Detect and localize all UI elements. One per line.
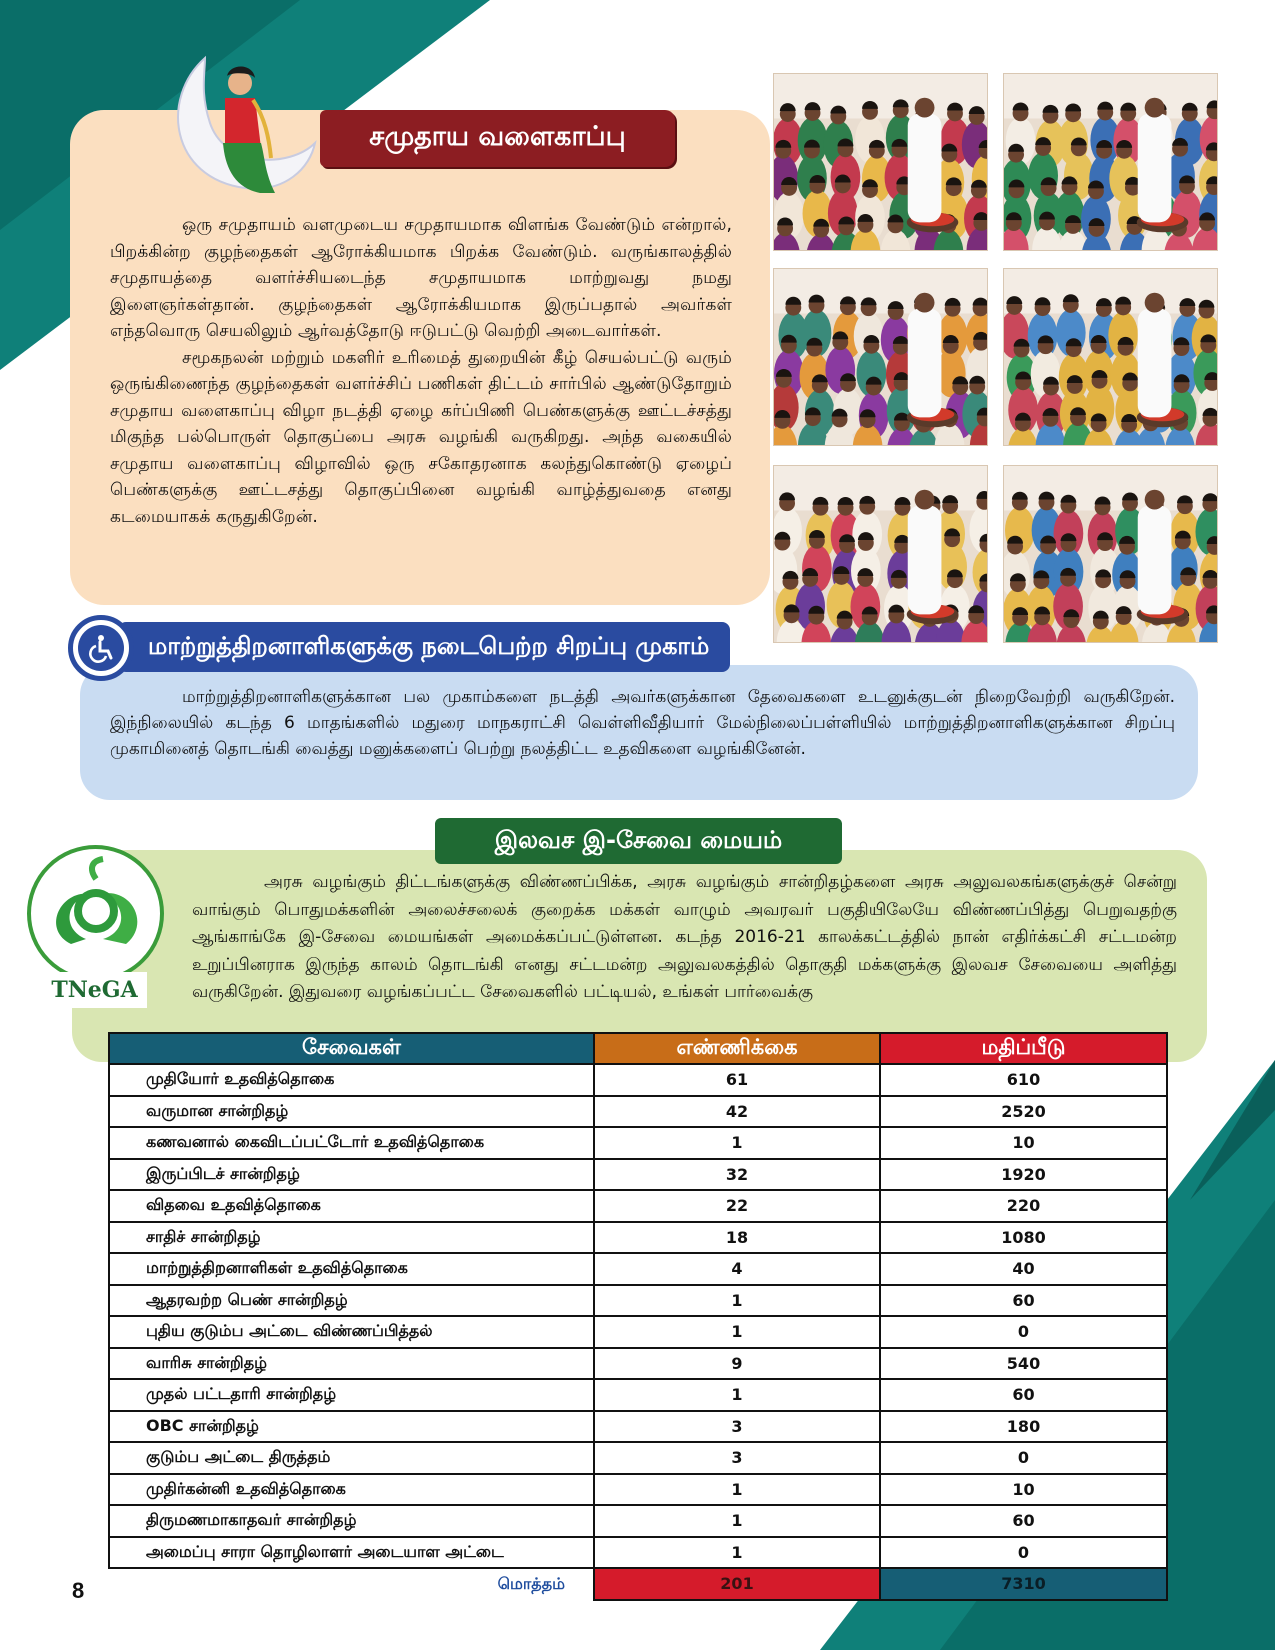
section2-paragraph: மாற்றுத்திறனாளிகளுக்கான பல முகாம்களை நடத்தி அவர்களுக்கான தேவைகளை உடனுக்குடன் நிறைவேற்றி வருகிறேன். இந்நிலையில் கடந்த 6 மாதங்களில் மதுரை மாநகராட்சி வெள்ளிவீதியார் மேல்நிலைப்பள்ளியில் மாற்றுத்திறனாளிகளுக்கான சிறப்பு முகாமினைத் தொடங்கி வைத்து மனுக்களைப் பெற்று நலத்திட்ட உதவிகளை வழங்கினேன். [110, 687, 1175, 759]
count-cell: 4 [594, 1253, 880, 1285]
table-row [109, 1190, 1167, 1222]
table-row [109, 1505, 1167, 1537]
wheelchair-icon [85, 632, 117, 664]
count-cell: 22 [594, 1190, 880, 1222]
header-services: சேவைகள் [109, 1033, 594, 1064]
total-value: 7310 [880, 1568, 1167, 1600]
value-cell: 220 [880, 1190, 1167, 1222]
table-header-row [109, 1033, 1167, 1064]
table-row [109, 1159, 1167, 1191]
section1-body [110, 212, 732, 530]
page-number: 8 [72, 1578, 85, 1603]
section3-body [192, 869, 1177, 1007]
count-cell: 3 [594, 1411, 880, 1443]
section3-paragraph: அரசு வழங்கும் திட்டங்களுக்கு விண்ணப்பிக்க, அரசு வழங்கும் சான்றிதழ்களை அரசு அலுவலகங்களுக்குச் சென்று வாங்கும் பொதுமக்களின் அலைச்சலைக் குறைக்க மக்கள் வாழும் அவரவர் பகுதியிலேயே விண்ணப்பித்து பெறுவதற்கு ஆங்காங்கே இ-சேவை மையங்கள் அமைக்கப்பட்டுள்ளன. கடந்த 2016-21 காலக்கட்டத்தில் நான் எதிர்க்கட்சி சட்டமன்ற உறுப்பினராக இருந்த காலம் தொடங்கி எனது சட்டமன்ற அலுவலகத்தில் தொகுதி மக்களுக்கு இலவச சேவையை அளித்து வருகிறேன். இதுவரை வழங்கப்பட்ட சேவைகளில் பட்டியல், உங்கள் பார்வைக்கு [192, 872, 1177, 1002]
table-row [109, 1064, 1167, 1096]
table-row [109, 1316, 1167, 1348]
count-cell: 42 [594, 1096, 880, 1128]
table-body [109, 1064, 1167, 1568]
table-row [109, 1379, 1167, 1411]
service-cell: இருப்பிடச் சான்றிதழ் [109, 1159, 594, 1191]
table-row [109, 1253, 1167, 1285]
table-row [109, 1348, 1167, 1380]
section3-heading: இலவச இ-சேவை மையம் [435, 818, 842, 864]
tnega-logo-text: TNeGA [42, 972, 147, 1008]
table-total-row [109, 1568, 1167, 1600]
services-table [108, 1032, 1168, 1601]
service-cell: சாதிச் சான்றிதழ் [109, 1222, 594, 1254]
service-cell: OBC சான்றிதழ் [109, 1411, 594, 1443]
value-cell: 60 [880, 1285, 1167, 1317]
crescent-moon-illustration [165, 48, 325, 198]
section2-heading: மாற்றுத்திறனாளிகளுக்கு நடைபெற்ற சிறப்பு முகாம் [118, 622, 730, 672]
table-row [109, 1474, 1167, 1506]
tnega-logo-icon [31, 849, 160, 978]
service-cell: முதியோர் உதவித்தொகை [109, 1064, 594, 1096]
service-cell: வருமான சான்றிதழ் [109, 1096, 594, 1128]
service-cell: விதவை உதவித்தொகை [109, 1190, 594, 1222]
value-cell: 40 [880, 1253, 1167, 1285]
value-cell: 180 [880, 1411, 1167, 1443]
table-row [109, 1442, 1167, 1474]
count-cell: 1 [594, 1316, 880, 1348]
value-cell: 540 [880, 1348, 1167, 1380]
count-cell: 32 [594, 1159, 880, 1191]
section2-body [110, 684, 1175, 762]
event-photo [1003, 73, 1218, 251]
count-cell: 1 [594, 1379, 880, 1411]
count-cell: 3 [594, 1442, 880, 1474]
count-cell: 1 [594, 1474, 880, 1506]
service-cell: குடும்ப அட்டை திருத்தம் [109, 1442, 594, 1474]
event-photo [773, 73, 988, 251]
value-cell: 2520 [880, 1096, 1167, 1128]
table-row [109, 1096, 1167, 1128]
value-cell: 1920 [880, 1159, 1167, 1191]
value-cell: 10 [880, 1474, 1167, 1506]
table-row [109, 1127, 1167, 1159]
table-row [109, 1411, 1167, 1443]
count-cell: 9 [594, 1348, 880, 1380]
total-label: மொத்தம் [497, 1573, 565, 1593]
value-cell: 60 [880, 1505, 1167, 1537]
service-cell: திருமணமாகாதவர் சான்றிதழ் [109, 1505, 594, 1537]
total-count: 201 [594, 1568, 880, 1600]
table-row [109, 1285, 1167, 1317]
section1-heading: சமுதாய வளைகாப்பு [320, 110, 675, 167]
value-cell: 0 [880, 1537, 1167, 1569]
value-cell: 60 [880, 1379, 1167, 1411]
header-value: மதிப்பீடு [880, 1033, 1167, 1064]
count-cell: 1 [594, 1285, 880, 1317]
event-photo [773, 465, 988, 643]
service-cell: கணவனால் கைவிடப்பட்டோர் உதவித்தொகை [109, 1127, 594, 1159]
table-row [109, 1537, 1167, 1569]
service-cell: வாரிசு சான்றிதழ் [109, 1348, 594, 1380]
value-cell: 0 [880, 1316, 1167, 1348]
event-photo [1003, 465, 1218, 643]
count-cell: 1 [594, 1505, 880, 1537]
count-cell: 1 [594, 1127, 880, 1159]
count-cell: 18 [594, 1222, 880, 1254]
table-row [109, 1222, 1167, 1254]
event-photo [1003, 268, 1218, 446]
section1-paragraph-1: ஒரு சமுதாயம் வளமுடைய சமுதாயமாக விளங்க வேண்டும் என்றால், பிறக்கின்ற குழந்தைகள் ஆரோக்கியமாக பிறக்க வேண்டும். வருங்காலத்தில் சமுதாயத்தை வளர்ச்சியடைந்த சமுதாயமாக மாற்றுவது நமது இளைஞர்கள்தான். குழந்தைகள் ஆரோக்கியமாக இருப்பதால் அவர்கள் எந்தவொரு செயலிலும் ஆர்வத்தோடு ஈடுபட்டு வெற்றி அடைவார்கள். [110, 215, 732, 341]
event-photo [773, 268, 988, 446]
count-cell: 61 [594, 1064, 880, 1096]
value-cell: 10 [880, 1127, 1167, 1159]
accessibility-badge [68, 615, 134, 681]
value-cell: 610 [880, 1064, 1167, 1096]
value-cell: 1080 [880, 1222, 1167, 1254]
header-count: எண்ணிக்கை [594, 1033, 880, 1064]
service-cell: முதல் பட்டதாரி சான்றிதழ் [109, 1379, 594, 1411]
count-cell: 1 [594, 1537, 880, 1569]
tnega-logo [27, 845, 164, 982]
service-cell: அமைப்பு சாரா தொழிலாளர் அடையாள அட்டை [109, 1537, 594, 1569]
service-cell: ஆதரவற்ற பெண் சான்றிதழ் [109, 1285, 594, 1317]
section1-paragraph-2: சமூகநலன் மற்றும் மகளிர் உரிமைத் துறையின் கீழ் செயல்பட்டு வரும் ஒருங்கிணைந்த குழந்தைகள் வளர்ச்சிப் பணிகள் திட்டம் சார்பில் ஆண்டுதோறும் சமுதாய வளைகாப்பு விழா நடத்தி ஏழை கர்ப்பிணி பெண்களுக்கு ஊட்டச்சத்து மிகுந்த பல்பொருள் தொகுப்பை அரசு வழங்கி வருகிறது. அந்த வகையில் சமுதாய வளைகாப்பு விழாவில் ஒரு சகோதரனாக கலந்துகொண்டு ஏழைப் பெண்களுக்கு ஊட்டசத்து தொகுப்பினை வழங்கி வாழ்த்துவதை எனது கடமையாகக் கருதுகிறேன். [110, 347, 732, 527]
service-cell: மாற்றுத்திறனாளிகள் உதவித்தொகை [109, 1253, 594, 1285]
service-cell: முதிர்கன்னி உதவித்தொகை [109, 1474, 594, 1506]
value-cell: 0 [880, 1442, 1167, 1474]
service-cell: புதிய குடும்ப அட்டை விண்ணப்பித்தல் [109, 1316, 594, 1348]
